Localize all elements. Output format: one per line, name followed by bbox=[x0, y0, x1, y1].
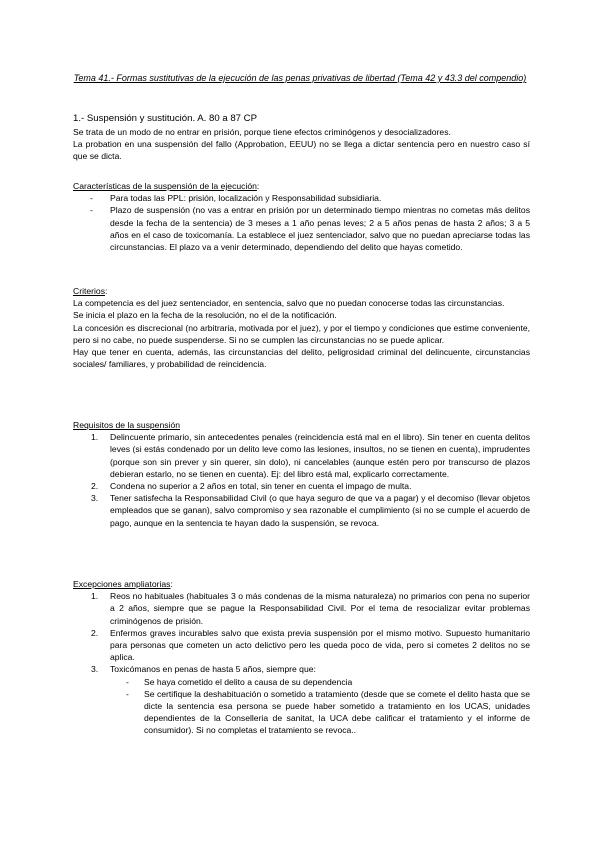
caracteristicas-list bbox=[73, 192, 530, 253]
list-item bbox=[73, 663, 530, 736]
item-text: Enfermos graves incurables salvo que exista previa suspensión por el mismo motivo. Supuesto humanitario para personas que cometen un acto delictivo pero les queda poco de vida, pero si cometes 2 delitos no se aplica. bbox=[110, 627, 530, 663]
list-item bbox=[73, 627, 530, 664]
excepciones-list bbox=[73, 590, 530, 736]
list-item bbox=[73, 431, 530, 480]
item-number: 3. bbox=[91, 664, 99, 675]
paragraph: La competencia es del juez sentenciador, en sentencia, salvo que no puedan conocerse todas las circunstancias. bbox=[73, 298, 505, 309]
heading-text: Criterios bbox=[73, 286, 105, 296]
item-number: 3. bbox=[91, 493, 99, 504]
section-caracteristicas bbox=[73, 180, 530, 253]
item-text: Toxicómanos en penas de hasta 5 años, siempre que: bbox=[110, 664, 316, 675]
list-item bbox=[73, 480, 530, 492]
paragraph: La concesión es discrecional (no arbitraria, motivada por el juez), y por el tiempo y condiciones que estime conveniente, pero si no cabe, no puede suspenderse. Si no se cumplen las circunstancias no se puede aplicar. bbox=[73, 322, 530, 345]
item-text: Tener satisfecha la Responsabilidad Civil (o que haya seguro de que va a pagar) y el decomiso (llevar objetos empleados que se ganan), salvo compromiso y sea razonable el cumplimiento (si no se cumple el acuerdo de pago, aunque en la sentencia te hayan dado la suspensión, se revoca. bbox=[110, 493, 530, 528]
section-heading bbox=[73, 578, 530, 590]
heading-colon: : bbox=[105, 286, 108, 296]
heading-colon: : bbox=[170, 579, 173, 589]
item-number: 2. bbox=[91, 627, 99, 638]
paragraph: Hay que tener en cuenta, además, las circunstancias del delito, peligrosidad criminal del delincuente, circunstancias sociales/ familiares, y probabilidad de reincidencia. bbox=[73, 347, 530, 370]
section-suspension bbox=[73, 112, 530, 163]
heading-colon: : bbox=[256, 181, 260, 191]
paragraph: Se trata de un modo de no entrar en prisión, porque tiene efectos criminógenos y desocializadores. bbox=[73, 127, 451, 137]
item-number: 1. bbox=[91, 432, 99, 443]
item-text: Reos no habituales (habituales 3 o más condenas de la misma naturaleza) no primarios con pena no superior a 2 años, siempre que se pague la Responsabilidad Civil. Por el tema de resocializar evitar problemas criminógenos de prisión. bbox=[110, 591, 530, 626]
item-number: 1. bbox=[91, 591, 99, 602]
requisitos-list bbox=[73, 431, 530, 529]
list-item bbox=[73, 590, 530, 627]
section-heading: Requisitos de la suspensión bbox=[73, 420, 181, 430]
paragraph: La probation en una suspensión del fallo (Approbation, EEUU) no se llega a dictar sentencia pero en nuestro caso sí que se dicta. bbox=[73, 139, 530, 162]
section-requisitos bbox=[73, 419, 530, 529]
list-item bbox=[73, 492, 530, 529]
toxicomanos-sublist bbox=[110, 676, 530, 737]
item-text: Delincuente primario, sin antecedentes penales (reincidencia está mal en el libro). Sin tener en cuenta delitos leves (si estás condenado por un delito leve como las lesiones, insultos, no se tienen en cuenta), imprudentes (porque son sin prever y sin querer, sin dolo), ni cancelables (aunque estén pero por transcurso de plazos debieran estarlo, no se tienen en cuenta). Ej: del libro está mal, explicarlo correctamente. bbox=[110, 432, 530, 479]
list-item: - Para todas las PPL: prisión, localización y Responsabilidad subsidiaria. bbox=[73, 192, 530, 204]
item-number: 2. bbox=[91, 481, 99, 492]
sub-list-item: - Se haya cometido el delito a causa de su dependencia bbox=[110, 676, 530, 688]
section-heading bbox=[73, 180, 530, 192]
section-excepciones bbox=[73, 578, 530, 737]
section-heading bbox=[73, 285, 530, 297]
item-text: Condena no superior a 2 años en total, sin tener en cuenta el impago de multa. bbox=[110, 481, 412, 492]
section-criterios bbox=[73, 285, 530, 370]
heading-text: Excepciones ampliatorias bbox=[73, 579, 171, 589]
page-title: Tema 41.- Formas sustitutivas de la ejecución de las penas privativas de libertad (Tema 42 y 43.3 del compendio) bbox=[73, 73, 527, 83]
sub-list-item: - Se certifique la deshabituación o sometido a tratamiento (desde que se comete el delito hasta que se dicte la sentencia esa persona se puede haber sometido a tratamiento en los UCAS, unidades dependientes de la Conselleria de sanitat, la UCA debe calificar el tratamiento y el informe de consumidor). Si no completas el tratamiento se revoca.. bbox=[110, 688, 530, 737]
section-heading: 1.- Suspensión y sustitución. A. 80 a 87 CP bbox=[73, 113, 257, 124]
heading-text: Características de la suspensión de la ejecución bbox=[73, 181, 257, 191]
list-item: - Plazo de suspensión (no vas a entrar en prisión por un determinado tiempo mientras no cometas más delitos desde la fecha de la sentencia) de 3 meses a 1 año penas leves; 2 a 5 años penas de hasta 2 años; 3 a 5 años en el caso de toxicomanía. La establece el juez sentenciador, salvo que no puedan apreciarse todas las circunstancias. El plazo va a venir determinado, dependiendo del delito que hayas cometido. bbox=[73, 204, 530, 253]
paragraph: Se inicia el plazo en la fecha de la resolución, no el de la notificación. bbox=[73, 310, 337, 321]
